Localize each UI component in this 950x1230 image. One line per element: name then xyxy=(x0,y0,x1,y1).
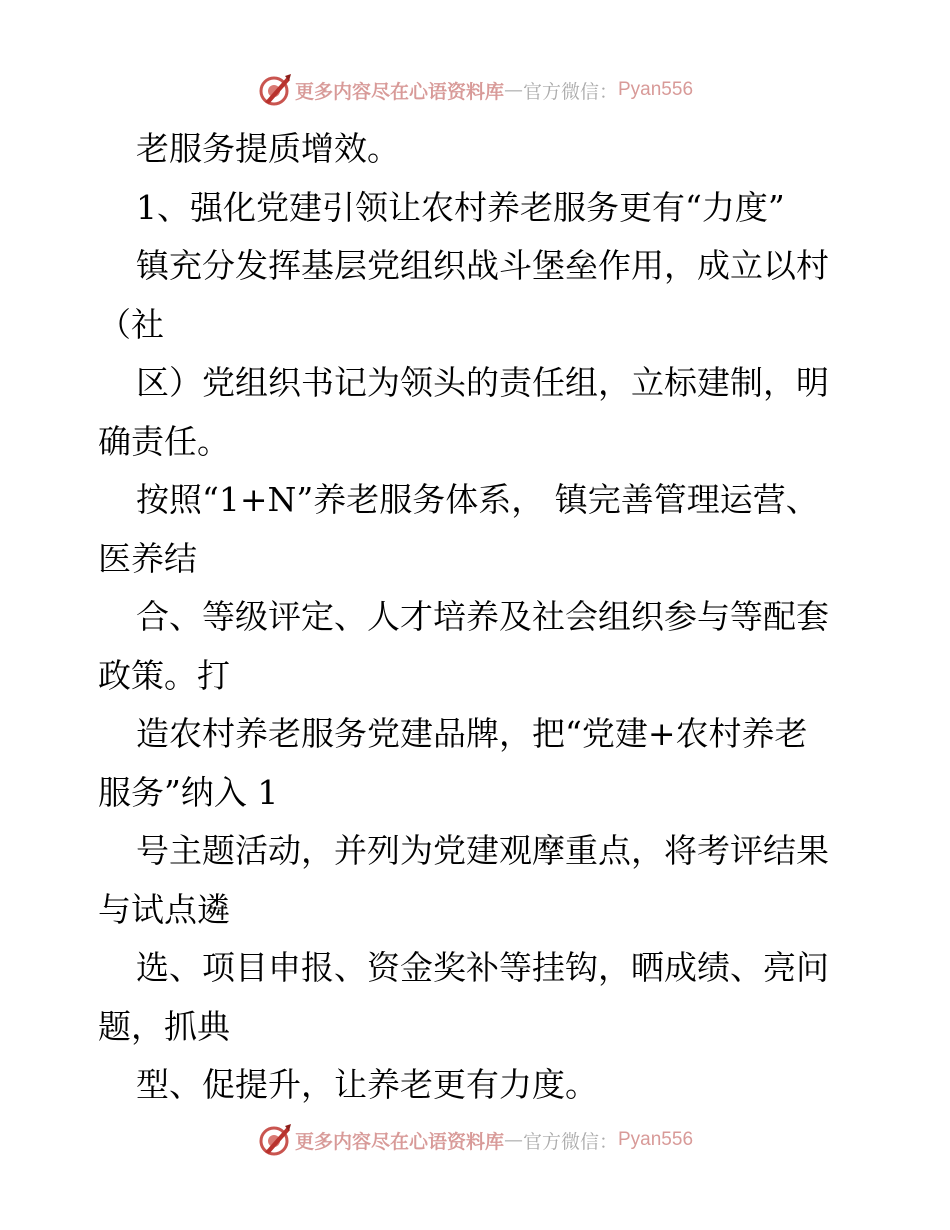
footer-watermark xyxy=(0,1120,950,1160)
text-line: 医养结 xyxy=(98,538,197,578)
text-line: 区）党组织书记为领头的责任组，立标建制，明 xyxy=(136,363,829,402)
text-line: 造农村养老服务党建品牌，把“党建+农村养老 xyxy=(136,714,808,753)
text-line: （社 xyxy=(98,304,164,344)
text-line: 题，抓典 xyxy=(98,1006,230,1046)
watermark-separator: — xyxy=(503,79,523,101)
quill-seal-icon xyxy=(257,72,293,108)
watermark-wechat-id: Pyan556 xyxy=(618,1129,694,1150)
text-line: 确责任。 xyxy=(98,421,230,461)
text-line: 政策。打 xyxy=(98,655,230,695)
watermark-wechat-label: 官方微信： xyxy=(522,80,618,103)
watermark-wechat-id: Pyan556 xyxy=(618,79,694,100)
quill-seal-icon xyxy=(257,1122,293,1158)
watermark-separator: — xyxy=(503,1129,523,1151)
text-line: 选、项目申报、资金奖补等挂钩，晒成绩、亮问 xyxy=(136,948,829,987)
text-line: 服务”纳入 1 xyxy=(98,772,279,812)
watermark-wechat-label: 官方微信： xyxy=(522,1130,618,1153)
header-watermark xyxy=(0,70,950,110)
watermark-site-text: 更多内容尽在心语资料库 xyxy=(294,1130,504,1153)
watermark-site-text: 更多内容尽在心语资料库 xyxy=(294,80,504,103)
text-line: 镇充分发挥基层党组织战斗堡垒作用，成立以村 xyxy=(136,246,829,285)
section-heading: 1、强化党建引领让农村养老服务更有“力度” xyxy=(136,187,785,227)
text-line: 合、等级评定、人才培养及社会组织参与等配套 xyxy=(136,597,829,636)
text-line: 按照“1+N”养老服务体系， 镇完善管理运营、 xyxy=(136,480,819,519)
text-line: 型、促提升，让养老更有力度。 xyxy=(136,1065,598,1104)
document-body xyxy=(98,120,858,1115)
text-line: 老服务提质增效。 xyxy=(136,129,400,168)
text-line: 号主题活动，并列为党建观摩重点，将考评结果 xyxy=(136,831,829,870)
text-line: 与试点遴 xyxy=(98,889,230,929)
